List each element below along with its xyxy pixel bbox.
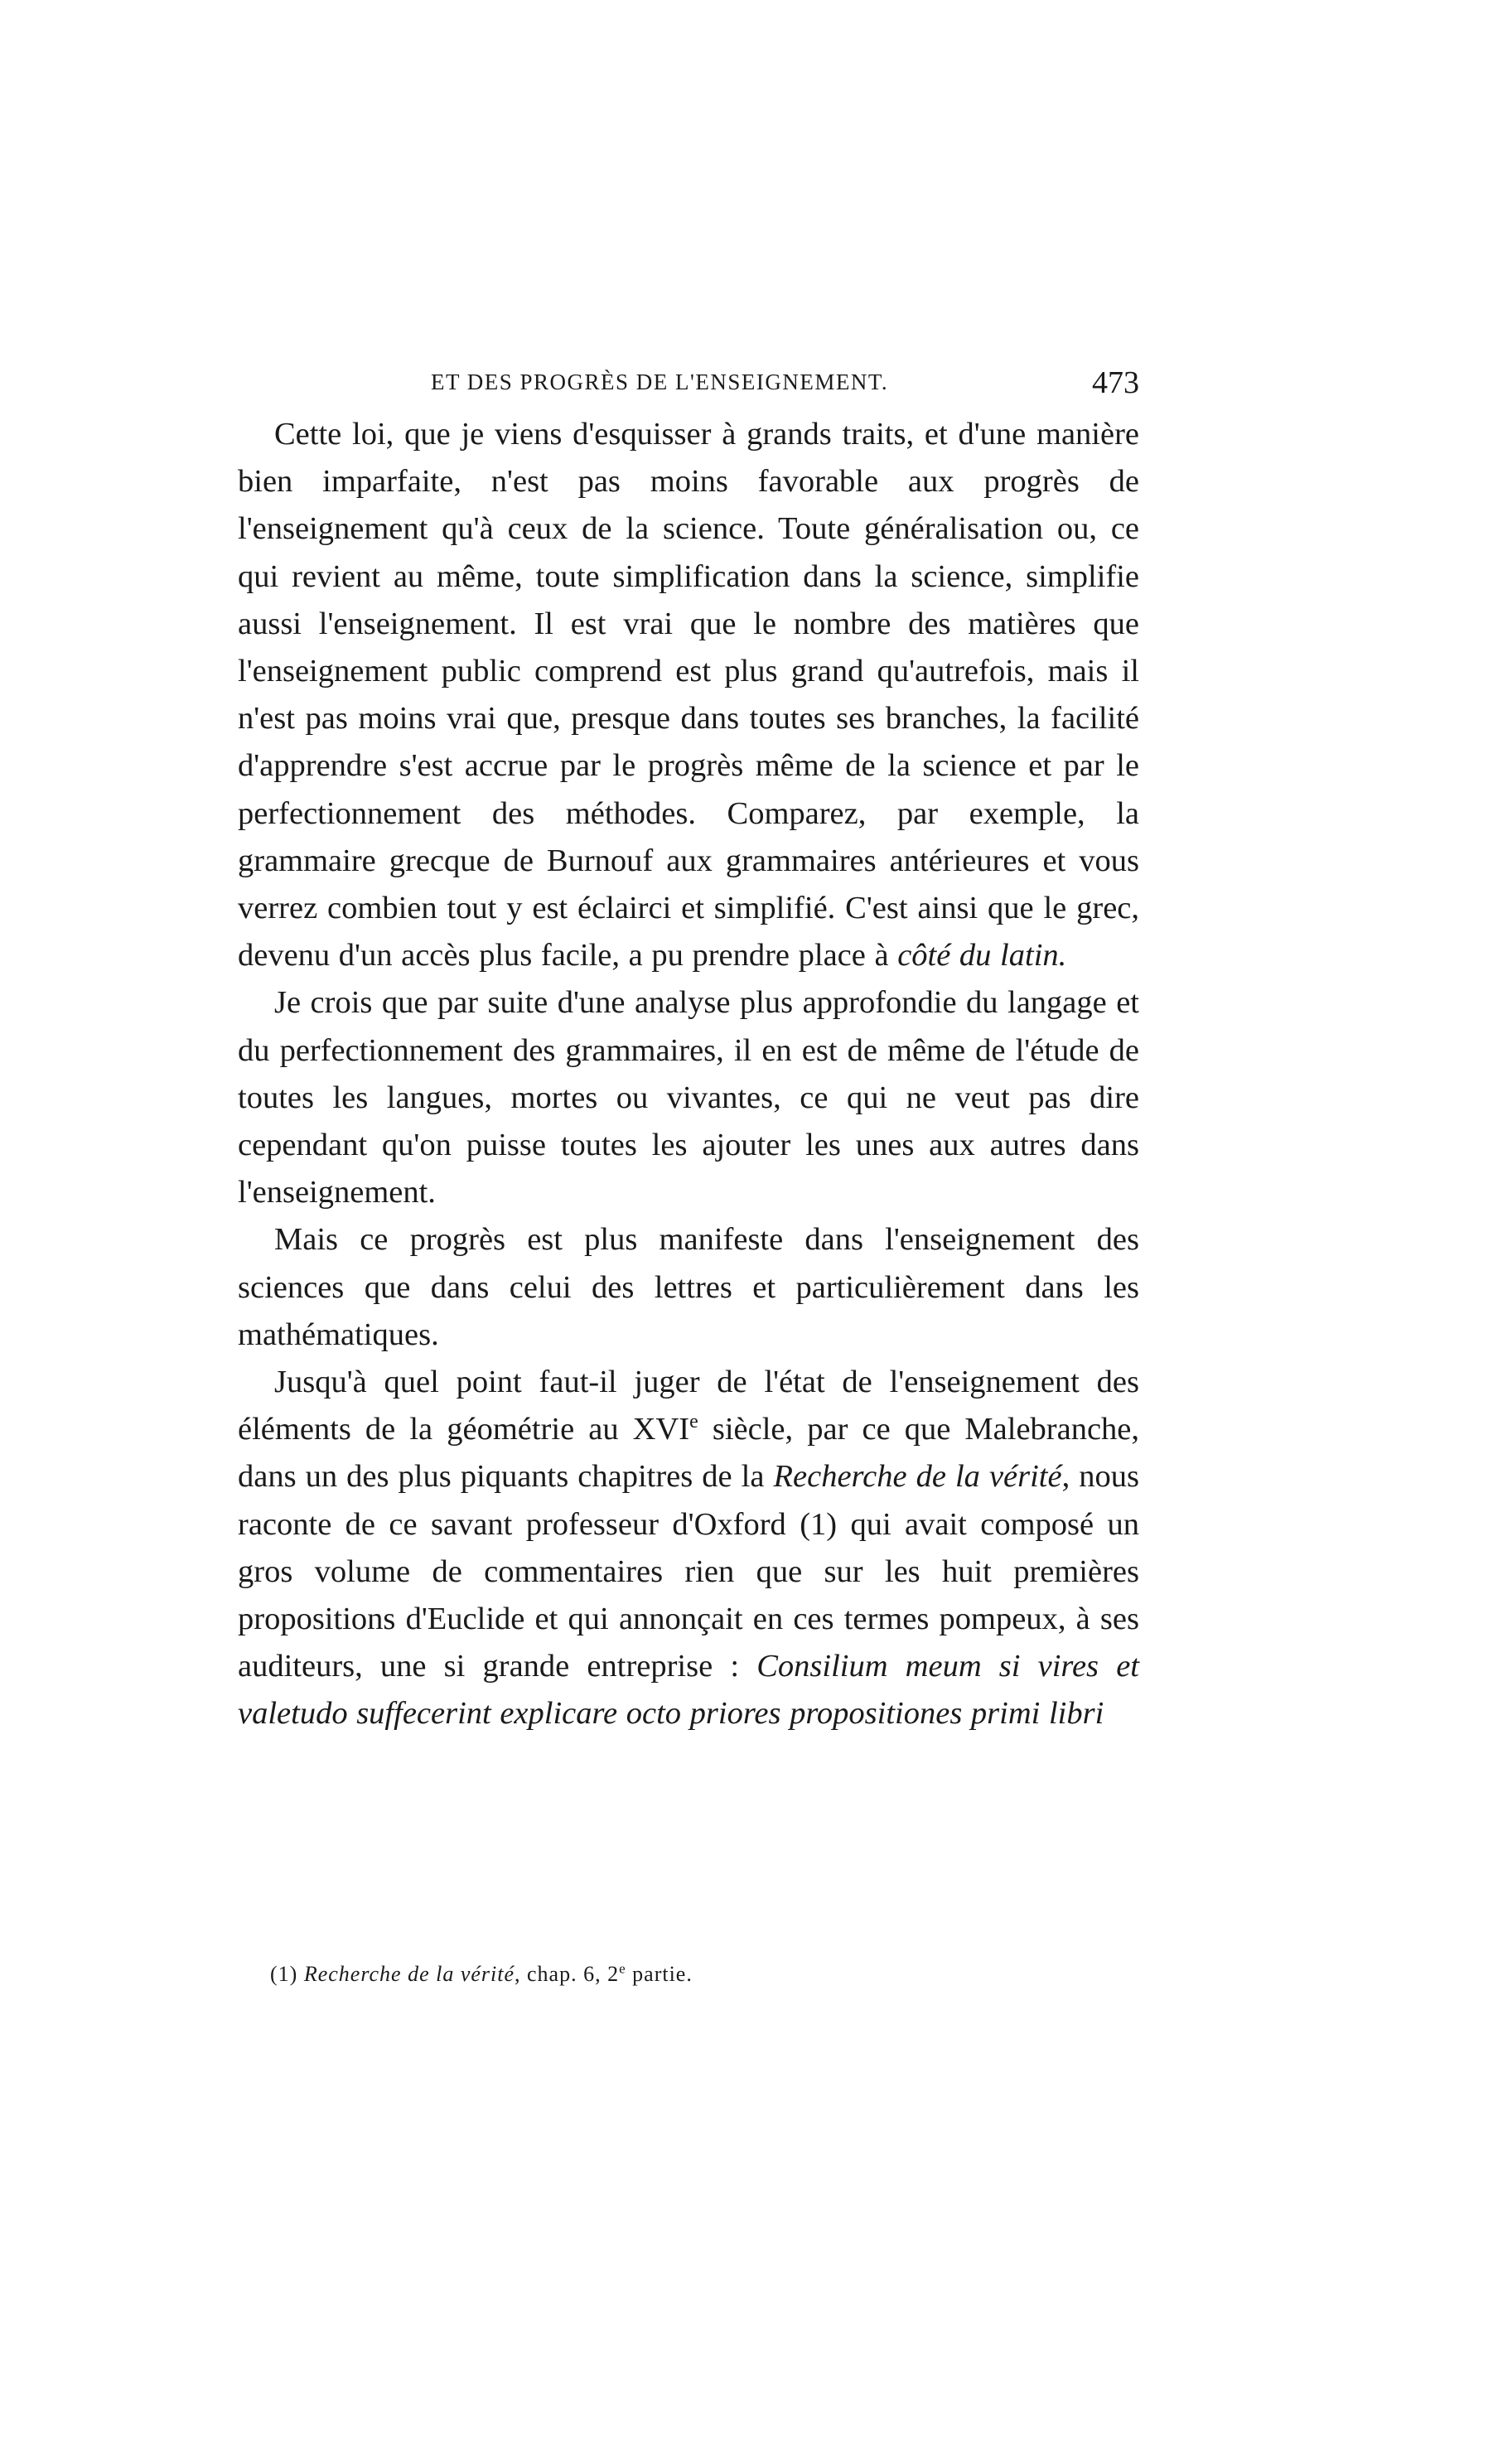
page-number: 473 xyxy=(1092,365,1139,400)
footnote-marker: (1) xyxy=(270,1962,298,1986)
running-head xyxy=(431,365,1139,406)
paragraph-2: Je crois que par suite d'une analyse plus approfondie du langage et du perfectionnement des grammaires, il en est de même de l'étude de toutes les langues, mortes ou vivantes, ce qui ne veut pas dire cependant qu'on puisse toutes les ajouter les unes aux autres dans l'enseignement. xyxy=(238,985,1139,1210)
paragraph-1 xyxy=(238,411,1139,979)
paragraph-4 xyxy=(238,1359,1139,1738)
paragraph-4-text-1: Jusqu'à quel point faut-il juger de l'état de l'enseignement des éléments de la géométrie au XVI xyxy=(238,1365,1139,1447)
footnote xyxy=(270,1962,693,1987)
book-title-italic: Recherche de la vérité xyxy=(773,1459,1062,1495)
footnote-text: , chap. 6, 2 xyxy=(515,1962,620,1986)
footnote-italic: Recherche de la vérité xyxy=(303,1962,515,1986)
footnote-superscript: e xyxy=(619,1960,626,1977)
footnote-text-end: partie. xyxy=(626,1962,693,1986)
latin-quote-italic: Consilium meum si vires et valetudo suffecerint explicare octo priores propositiones primi libri xyxy=(238,1649,1139,1732)
paragraph-4-text-2: siècle, par ce que Malebranche, dans un des plus piquants chapitres de la xyxy=(238,1412,1139,1495)
paragraph-1-italic: côté du latin. xyxy=(897,938,1067,974)
paragraph-3: Mais ce progrès est plus manifeste dans l'enseignement des sciences que dans celui des lettres et particulièrement dans les mathématiques. xyxy=(238,1222,1139,1352)
paragraph-4-text-3: , nous raconte de ce savant professeur d'Oxford (1) qui avait composé un gros volume de commentaires rien que sur les huit premières propositions d'Euclide et qui annonçait en ces termes pompeux, à ses auditeurs, une si grande entreprise : xyxy=(238,1459,1140,1684)
running-title: ET DES PROGRÈS DE L'ENSEIGNEMENT. xyxy=(431,370,889,394)
body-text xyxy=(238,411,1139,1738)
paragraph-1-text: Cette loi, que je viens d'esquisser à grands traits, et d'une manière bien imparfaite, n'est pas moins favorable aux progrès de l'enseignement qu'à ceux de la science. Toute généralisation ou, ce qui revient au même, toute simplification dans la science, simplifie aussi l'enseignement. Il est vrai que le nombre des matières que l'enseignement public comprend est plus grand qu'autrefois, mais il n'est pas moins vrai que, presque dans toutes ses branches, la facilité d'apprendre s'est accrue par le progrès même de la science et par le perfectionnement des méthodes. Comparez, par exemple, la grammaire grecque de Burnouf aux grammaires antérieures et vous verrez combien tout y est éclairci et simplifié. C'est ainsi que le grec, devenu d'un accès plus facile, a pu prendre place à xyxy=(238,417,1139,974)
century-superscript: e xyxy=(689,1411,698,1433)
